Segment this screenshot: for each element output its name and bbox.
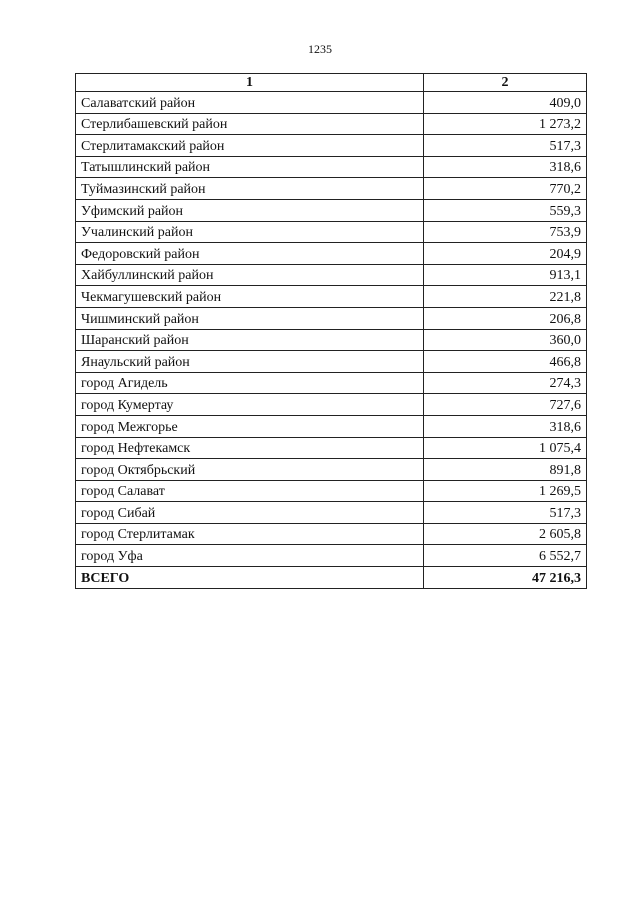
- table-header-row: [76, 74, 587, 92]
- row-name: город Агидель: [76, 372, 424, 394]
- row-value: 559,3: [424, 199, 587, 221]
- row-name: Туймазинский район: [76, 178, 424, 200]
- allocation-table: [75, 73, 587, 589]
- total-row: [76, 567, 587, 589]
- row-name: город Межгорье: [76, 415, 424, 437]
- column-header-2: 2: [424, 74, 587, 92]
- column-header-1: 1: [76, 74, 424, 92]
- row-name: город Салават: [76, 480, 424, 502]
- table-row: [76, 92, 587, 114]
- row-name: Татышлинский район: [76, 156, 424, 178]
- row-value: 206,8: [424, 307, 587, 329]
- row-name: Шаранский район: [76, 329, 424, 351]
- row-value: 318,6: [424, 415, 587, 437]
- table-row: [76, 480, 587, 502]
- row-value: 913,1: [424, 264, 587, 286]
- row-value: 409,0: [424, 92, 587, 114]
- table-row: [76, 156, 587, 178]
- table-row: [76, 372, 587, 394]
- row-value: 517,3: [424, 135, 587, 157]
- row-value: 274,3: [424, 372, 587, 394]
- row-name: Стерлибашевский район: [76, 113, 424, 135]
- table-row: [76, 221, 587, 243]
- row-name: Стерлитамакский район: [76, 135, 424, 157]
- table-row: [76, 437, 587, 459]
- row-name: Янаульский район: [76, 351, 424, 373]
- table-row: [76, 113, 587, 135]
- row-value: 2 605,8: [424, 523, 587, 545]
- total-label: ВСЕГО: [76, 567, 424, 589]
- table-row: [76, 243, 587, 265]
- table-row: [76, 329, 587, 351]
- row-name: Уфимский район: [76, 199, 424, 221]
- row-name: Федоровский район: [76, 243, 424, 265]
- row-value: 6 552,7: [424, 545, 587, 567]
- page-number: 1235: [308, 42, 332, 56]
- table-row: [76, 286, 587, 308]
- row-name: Чекмагушевский район: [76, 286, 424, 308]
- row-value: 221,8: [424, 286, 587, 308]
- row-name: город Кумертау: [76, 394, 424, 416]
- row-name: город Сибай: [76, 502, 424, 524]
- table-row: [76, 502, 587, 524]
- row-name: Хайбуллинский район: [76, 264, 424, 286]
- row-value: 1 075,4: [424, 437, 587, 459]
- table-row: [76, 135, 587, 157]
- row-value: 1 269,5: [424, 480, 587, 502]
- table-row: [76, 394, 587, 416]
- row-value: 1 273,2: [424, 113, 587, 135]
- table-row: [76, 545, 587, 567]
- row-value: 891,8: [424, 459, 587, 481]
- total-value: 47 216,3: [424, 567, 587, 589]
- row-value: 753,9: [424, 221, 587, 243]
- row-value: 466,8: [424, 351, 587, 373]
- row-value: 318,6: [424, 156, 587, 178]
- table-row: [76, 199, 587, 221]
- table-row: [76, 523, 587, 545]
- row-value: 360,0: [424, 329, 587, 351]
- row-name: Учалинский район: [76, 221, 424, 243]
- table-row: [76, 459, 587, 481]
- row-name: город Нефтекамск: [76, 437, 424, 459]
- table-row: [76, 307, 587, 329]
- row-value: 204,9: [424, 243, 587, 265]
- row-name: Салаватский район: [76, 92, 424, 114]
- table-row: [76, 415, 587, 437]
- table-row: [76, 264, 587, 286]
- table-row: [76, 351, 587, 373]
- row-value: 727,6: [424, 394, 587, 416]
- row-name: город Уфа: [76, 545, 424, 567]
- row-name: город Стерлитамак: [76, 523, 424, 545]
- row-name: город Октябрьский: [76, 459, 424, 481]
- table-row: [76, 178, 587, 200]
- row-value: 770,2: [424, 178, 587, 200]
- row-value: 517,3: [424, 502, 587, 524]
- row-name: Чишминский район: [76, 307, 424, 329]
